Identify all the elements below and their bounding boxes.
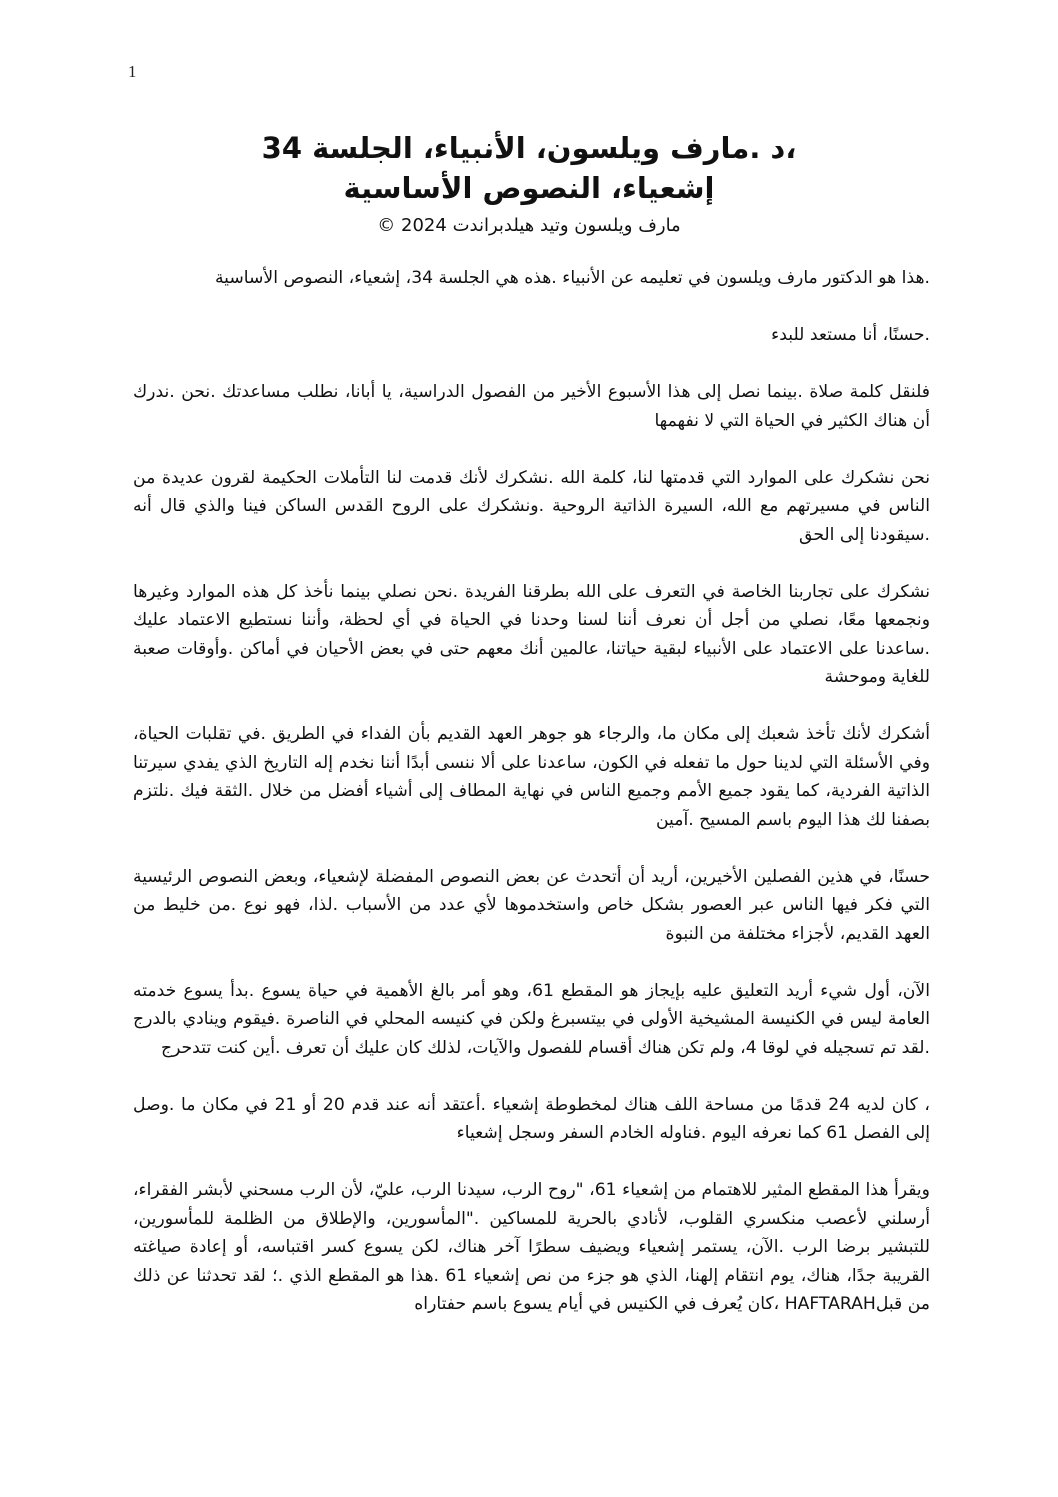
copyright-line: مارف ويلسون وتيد هيلدبراندت 2024 ©: [377, 215, 681, 236]
document-body: [133, 264, 930, 1347]
document-title-line-1: ،د .مارف ويلسون، الأنبياء، الجلسة 34: [261, 131, 797, 165]
paragraph-scroll: ، كان لديه 24 قدمًا من مساحة اللف هناك لمخطوطة إشعياء .أعتقد أنه عند قدم 20 أو 21 في مكان ما .وصل إلى الفصل 61 كما نعرفه اليوم .فناوله الخادم السفر وسجل إشعياء: [133, 1094, 930, 1143]
paragraph-reading: ويقرأ هذا المقطع المثير للاهتمام من إشعياء 61، "روح الرب، سيدنا الرب، عليّ، لأن الرب مسحني لأبشر الفقراء، أرسلني لأعصب منكسري القلوب، لأنادي بالحرية للمساكين ."المأسورين، والإطلاق من الظلمة للمأسورين، للتبشير برضا الرب .الآن، يستمر إشعياء ويضيف سطرًا آخر هناك، لكن يسوع كسر اقتباسه، أو إعادة صياغته القريبة جدًا، هناك، يوم انتقام إلهنا، الذي هو جزء من نص إشعياء 61 .هذا هو المقطع الذي .؛ لقد تحدثنا عن ذلك من قبلHAFTARAH ،كان يُعرف في الكنيس في أيام يسوع باسم حفتاراه: [133, 1180, 930, 1314]
page-number: 1: [128, 62, 137, 81]
paragraph-prayer-opening: فلنقل كلمة صلاة .بينما نصل إلى هذا الأسبوع الأخير من الفصول الدراسية، يا أبانا، نطلب مساعدتك .نحن .ندرك أن هناك الكثير في الحياة التي لا نفهمها: [133, 382, 930, 431]
document-title-line-2: إشعياء، النصوص الأساسية: [343, 171, 715, 205]
paragraph-key-texts: حسنًا، في هذين الفصلين الأخيرين، أريد أن أتحدث عن بعض النصوص المفضلة لإشعياء، وبعض النصوص الرئيسية التي فكر فيها الناس عبر العصور بشكل خاص واستخدموها لأي عدد من الأسباب .لذا، فهو نوع .من خليط من العهد القديم، لأجزاء مختلفة من النبوة: [133, 866, 930, 944]
paragraph-isaiah-61: الآن، أول شيء أريد التعليق عليه بإيجاز هو المقطع 61، وهو أمر بالغ الأهمية في حياة يسوع .بدأ يسوع خدمته العامة ليس في الكنيسة المشيخية الأولى في بيتسبرغ ولكن في كنيسه المحلي في الناصرة .فيقوم وينادي بالدرج .لقد تم تسجيله في لوقا 4، ولم تكن هناك أقسام للفصول والآيات، لذلك كان عليك أن تعرف .أين كنت تتدحرج: [133, 980, 930, 1058]
document-header: [130, 128, 928, 240]
paragraph-prayer-experiences: نشكرك على تجاربنا الخاصة في التعرف على الله بطرقنا الفريدة .نحن نصلي بينما نأخذ كل هذه الموارد وغيرها ونجمعها معًا، نصلي من أجل أن نعرف أننا لسنا وحدنا في الحياة في أي لحظة، وأننا نستطيع الاعتماد عليك .ساعدنا على الاعتماد على الأنبياء لبقية حياتنا، عالمين أنك معهم حتى في بعض الأحيان في أماكن .وأوقات صعبة للغاية وموحشة: [133, 581, 930, 687]
paragraph-intro: .هذا هو الدكتور مارف ويلسون في تعليمه عن الأنبياء .هذه هي الجلسة 34، إشعياء، النصوص الأساسية: [214, 268, 930, 288]
paragraph-prayer-resources: نحن نشكرك على الموارد التي قدمتها لنا، كلمة الله .نشكرك لأنك قدمت لنا التأملات الحكيمة لقرون عديدة من الناس في مسيرتهم مع الله، السيرة الذاتية الروحية .ونشكرك على الروح القدس الساكن فينا والذي قال أنه .سيقودنا إلى الحق: [133, 467, 930, 545]
paragraph-prayer-hope: أشكرك لأنك تأخذ شعبك إلى مكان ما، والرجاء هو جوهر العهد القديم بأن الفداء في الطريق .في تقلبات الحياة، وفي الأسئلة التي لدينا حول ما تفعله في الكون، ساعدنا على ألا ننسى أبدًا أننا نخدم إله التاريخ الذي يفدي سيرتنا الذاتية الفردية، كما يقود جميع الأمم وجميع الناس في نهاية المطاف إلى أشياء أفضل من خلال .الثقة فيك .نلتزم بصفنا لك هذا اليوم باسم المسيح .آمين: [133, 724, 930, 830]
paragraph-ready: .حسنًا، أنا مستعد للبدء: [771, 325, 930, 345]
